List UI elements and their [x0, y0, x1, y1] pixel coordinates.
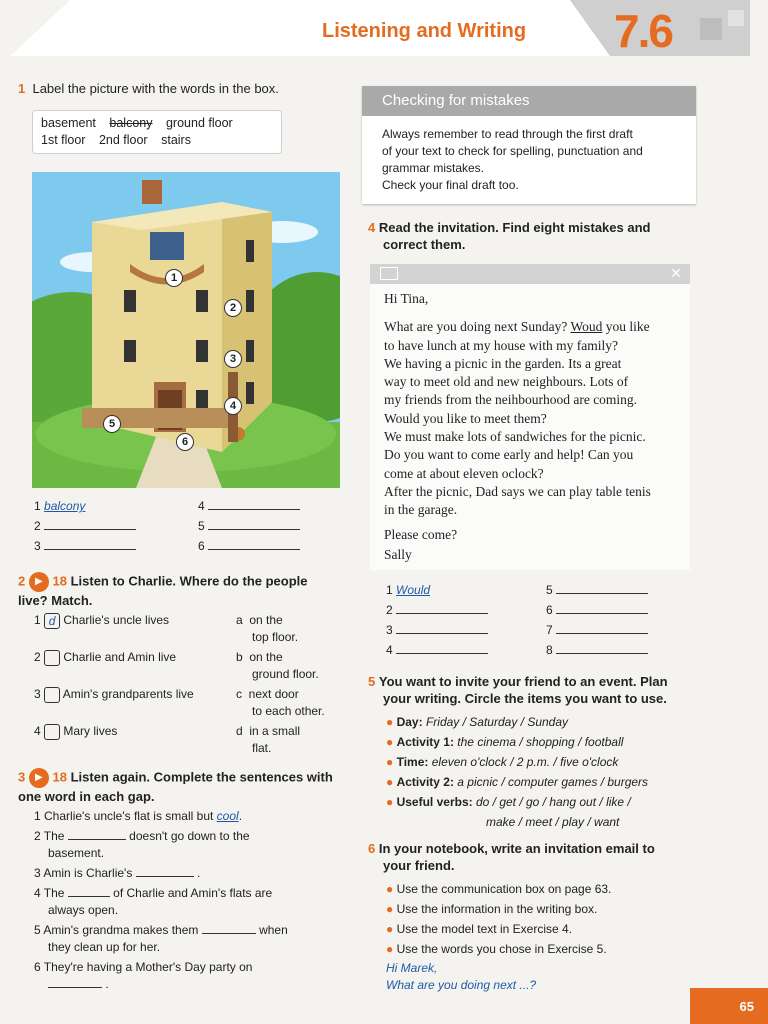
ex2-instruction: 2 ▶ 18 Listen to Charlie. Where do the people live? Match.	[18, 573, 308, 608]
ex5-item-activity1: ● Activity 1: the cinema / shopping / football	[386, 735, 624, 749]
ex6-example: Hi Marek, What are you doing next ...?	[386, 961, 537, 992]
ex6-instruction: 6 In your notebook, write an invitation email to your friend.	[368, 841, 655, 873]
letter-body: Hi Tina, What are you doing next Sunday? Woud you like to have lunch at my house with my family? We having a picnic in the garden. Its a great way to meet old and new neighbours. Lots of my friends from the neihbourhood are coming. Would you like to meet them? We must make lots of sandwiches for the picnic. Do you want to come early and help! Can you come at about eleven oclock? After the picnic, Dad says we can play table tenis in the garage. Please come? Sally	[384, 291, 651, 562]
ex3-sentence-1: 1 Charlie's uncle's flat is small but cool.	[34, 809, 243, 823]
ex6-item-3: ● Use the model text in Exercise 4.	[386, 922, 573, 936]
ex6-item-4: ● Use the words you chose in Exercise 5.	[386, 942, 607, 956]
ex3-sentence-3: 3 Amin is Charlie's .	[34, 866, 201, 880]
ex6-list	[386, 879, 716, 959]
audio-icon[interactable]: ▶	[29, 572, 49, 592]
letter-toolbar	[370, 264, 690, 284]
ex4-answer-4[interactable]: 4	[386, 642, 488, 659]
ex3-sentence-4: 4 The of Charlie and Amin's flats are always open.	[34, 886, 273, 917]
match-box-1[interactable]: d	[44, 613, 60, 629]
ex2-option-a: a on the top floor.	[236, 613, 299, 644]
word-1st-floor: 1st floor	[41, 133, 86, 147]
word-stairs: stairs	[161, 133, 191, 147]
ex1-answer-6[interactable]: 6	[198, 538, 300, 555]
ex5-item-time: ● Time: eleven o'clock / 2 p.m. / five o'clock	[386, 755, 619, 769]
callout-2: 2	[224, 299, 242, 317]
ex3-sentence-2: 2 The doesn't go down to the basement.	[34, 829, 250, 860]
ex2-option-d: d in a small flat.	[236, 724, 301, 755]
match-box-2[interactable]	[44, 650, 60, 666]
callout-6: 6	[176, 433, 194, 451]
ex5-verbs-line2: make / meet / play / want	[486, 815, 620, 829]
ex2-item-2: 2 Charlie and Amin live	[34, 650, 177, 664]
ex5-item-verbs: ● Useful verbs: do / get / go / hang out / like /	[386, 795, 631, 809]
word-basement: basement	[41, 116, 96, 130]
ex2-item-3: 3 Amin's grandparents live	[34, 687, 194, 701]
word-2nd-floor: 2nd floor	[98, 133, 148, 147]
ex5-list	[386, 712, 716, 832]
ex3-sentence-6: 6 They're having a Mother's Day party on .	[34, 960, 253, 991]
ex3-instruction: 3 ▶ 18 Listen again. Complete the sentences with one word in each gap.	[18, 769, 333, 804]
checking-box-title: Checking for mistakes	[362, 86, 696, 116]
close-icon[interactable]: ✕	[670, 265, 682, 281]
page-title: Listening and Writing	[322, 20, 527, 42]
ex4-answer-5[interactable]: 5	[546, 582, 648, 599]
ex2-item-1: 1 d Charlie's uncle lives	[34, 613, 170, 628]
ex5-instruction: 5 You want to invite your friend to an event. Plan your writing. Circle the items you want to use.	[368, 674, 668, 706]
callout-5: 5	[103, 415, 121, 433]
match-box-3[interactable]	[44, 687, 60, 703]
ex1-answer-4[interactable]: 4	[198, 498, 300, 515]
audio-icon-2[interactable]: ▶	[29, 768, 49, 788]
checking-box-text: Always remember to read through the first draft of your text to check for spelling, punctuation and grammar mistakes. Check your final draft too.	[382, 127, 643, 192]
unit-number: 7.6	[614, 5, 672, 57]
ex6-item-1: ● Use the communication box on page 63.	[386, 882, 612, 896]
callout-1: 1	[165, 269, 183, 287]
ex4-answer-2[interactable]: 2	[386, 602, 488, 619]
page-number: 65	[690, 988, 768, 1024]
ex4-answer-7[interactable]: 7	[546, 622, 648, 639]
ex1-answer-1: 1 balcony	[34, 499, 86, 513]
ex2-option-c: c next door to each other.	[236, 687, 325, 718]
word-box	[32, 110, 282, 154]
ex5-item-activity2: ● Activity 2: a picnic / computer games / burgers	[386, 775, 649, 789]
ex3-sentence-5: 5 Amin's grandma makes them when they clean up for her.	[34, 923, 288, 954]
ex4-answer-8[interactable]: 8	[546, 642, 648, 659]
ex4-answer-3[interactable]: 3	[386, 622, 488, 639]
ex1-answer-3[interactable]: 3	[34, 538, 136, 555]
envelope-icon	[380, 267, 398, 280]
callout-4: 4	[224, 397, 242, 415]
ex4-instruction: 4 Read the invitation. Find eight mistakes and correct them.	[368, 220, 651, 252]
ex1-answer-2[interactable]: 2	[34, 518, 136, 535]
word-ground-floor: ground floor	[165, 116, 233, 130]
ex1-instruction: 1 Label the picture with the words in the box.	[18, 81, 279, 96]
ex6-item-2: ● Use the information in the writing box.	[386, 902, 598, 916]
match-box-4[interactable]	[44, 724, 60, 740]
ex2-option-b: b on the ground floor.	[236, 650, 319, 681]
ex1-answer-5[interactable]: 5	[198, 518, 300, 535]
ex5-item-day: ● Day: Friday / Saturday / Sunday	[386, 715, 569, 729]
ex2-item-4: 4 Mary lives	[34, 724, 118, 738]
callout-3: 3	[224, 350, 242, 368]
ex4-answer-1: 1 Would	[386, 583, 431, 597]
ex4-answer-6[interactable]: 6	[546, 602, 648, 619]
word-balcony: balcony	[109, 116, 153, 130]
